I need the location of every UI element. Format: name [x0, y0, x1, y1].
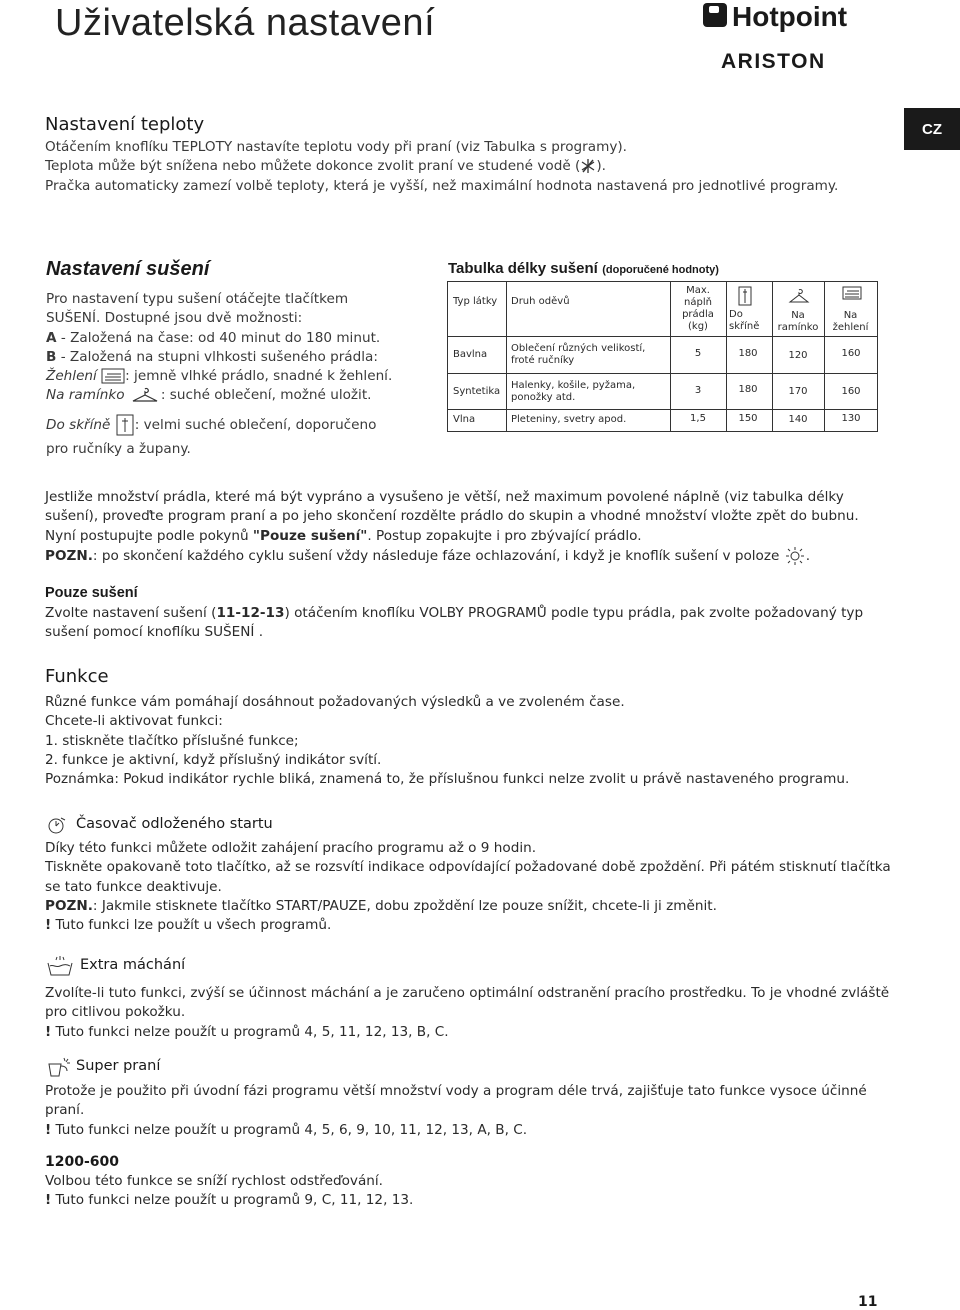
row-clothes: Halenky, košile, pyžama, ponožky atd.	[511, 380, 636, 403]
functions-line-5: Poznámka: Pokud indikátor rychle bliká, znamená to, že příslušnou funkci nelze zvolit u právě nastaveného programu.	[45, 771, 850, 788]
temperature-text	[45, 138, 838, 196]
row-type: Syntetika	[453, 386, 501, 397]
temperature-line-1: Otáčením knoflíku TEPLOTY nastavíte teplotu vody při praní (viz Tabulka s programy).	[45, 139, 628, 155]
drying-line-8: pro ručníky a župany.	[46, 440, 191, 457]
delay-heading: Časovač odloženého startu	[76, 816, 273, 832]
extra-rinse-icon	[46, 955, 74, 977]
delay-line-5: ! Tuto funkci lze použít u všech programů.	[45, 917, 332, 934]
extra-rinse-text	[45, 984, 925, 1042]
drying-line-5: Žehlení : jemně vlhké prádlo, snadné k žehlení.	[46, 368, 393, 385]
overload-paragraph	[45, 488, 925, 566]
overload-line-3: Nyní postupujte podle pokynů "Pouze sušení". Postup zopakujte i pro zbývající prádlo.	[45, 527, 642, 544]
row-iron: 130	[841, 413, 861, 424]
delay-line-3: se tato funkce deaktivuje.	[45, 878, 222, 895]
row-type: Vlna	[453, 414, 476, 425]
cold-water-icon	[580, 158, 596, 174]
drying-text	[46, 290, 436, 459]
row-cupboard: 180	[738, 348, 758, 359]
header-cupboard: Do skříně	[729, 309, 760, 332]
drying-line-3: A - Založená na čase: od 40 minut do 180 minut.	[46, 329, 381, 346]
functions-line-4: 2. funkce je aktivní, když příslušný indikátor svítí.	[45, 751, 382, 768]
cupboard-icon	[738, 286, 752, 306]
row-clothes: Oblečení různých velikostí, froté ručníky	[511, 343, 646, 366]
drying-heading: Nastavení sušení	[46, 258, 210, 280]
header-max-load: Max. náplň prádla (kg)	[682, 285, 714, 332]
only-dry-heading: Pouze sušení	[45, 585, 138, 601]
drying-table	[447, 281, 878, 432]
overload-line-1: Jestliže množství prádla, které má být vypráno a vysušeno je větší, než maximum povolené náplně (viz tabulka délky	[45, 489, 844, 505]
delay-timer-icon	[46, 815, 68, 835]
super-wash-line-1: Protože je použito při úvodní fázi programu větší množství vody a program déle trvá, zajišťuje tato funkce vysoce účinné	[45, 1083, 867, 1099]
super-wash-line-3: ! Tuto funkci nelze použít u programů 4, 5, 6, 9, 10, 11, 12, 13, A, B, C.	[45, 1121, 528, 1138]
cupboard-dry-icon	[115, 414, 135, 436]
hanger-dry-icon	[129, 386, 161, 404]
spin-heading: 1200-600	[45, 1154, 119, 1170]
only-dry-text	[45, 604, 925, 643]
row-max: 1,5	[690, 413, 706, 424]
extra-rinse-line-3: ! Tuto funkci nelze použít u programů 4, 5, 11, 12, 13, B, C.	[45, 1023, 449, 1040]
row-max: 3	[694, 385, 702, 396]
row-iron: 160	[841, 348, 861, 359]
header-hanger: Na ramínko	[777, 310, 819, 333]
super-wash-line-2: praní.	[45, 1102, 85, 1119]
row-hanger: 140	[788, 414, 808, 425]
temperature-line-3: Pračka automaticky zamezí volbě teploty, která je vyšší, než maximální hodnota nastavená pro jednotlivé programy.	[45, 177, 839, 194]
brand-name: Hotpoint	[732, 2, 848, 32]
functions-heading: Funkce	[45, 666, 109, 687]
header-clothes: Druh oděvů	[511, 296, 570, 307]
functions-text	[45, 693, 925, 789]
spin-line-1: Volbou této funkce se sníží rychlost odstřeďování.	[45, 1173, 383, 1189]
only-dry-line-1: Zvolte nastavení sušení (11-12-13) otáčením knoflíku VOLBY PROGRAMŮ podle typu prádla, pak zvolte požadovaný typ	[45, 605, 864, 621]
brand-sub: ARISTON	[721, 50, 826, 73]
header-iron: Na žehlení	[832, 310, 869, 333]
page-number: 11	[858, 1294, 878, 1310]
delay-line-4: POZN.: Jakmile stisknete tlačítko START/PAUZE, dobu zpoždění lze pouze snížit, chcete-li ji změnit.	[45, 897, 717, 914]
header-type: Typ látky	[453, 296, 498, 307]
drying-line-1: Pro nastavení typu sušení otáčejte tlačítkem	[46, 291, 349, 307]
drying-line-4: B - Založená na stupni vlhkosti sušeného prádla:	[46, 348, 378, 365]
row-max: 5	[694, 348, 702, 359]
extra-rinse-line-2: pro citlivou pokožku.	[45, 1004, 186, 1021]
iron-icon	[842, 286, 862, 300]
row-cupboard: 150	[738, 413, 758, 424]
row-hanger: 120	[788, 350, 808, 361]
only-dry-line-2: sušení pomocí knoflíku SUŠENÍ .	[45, 624, 264, 641]
overload-line-2: sušení), proveďte program praní a po jeho skončení rozdělte prádlo do skupin a vhodné množství vložte zpět do bubnu.	[45, 508, 859, 525]
extra-rinse-heading: Extra máchání	[80, 957, 186, 973]
cooling-sun-icon	[784, 546, 806, 566]
delay-text	[45, 839, 925, 935]
drying-line-6: Na ramínko : suché oblečení, možné uložit.	[46, 387, 372, 404]
drying-line-2: SUŠENÍ. Dostupné jsou dvě možnosti:	[46, 310, 303, 327]
iron-dry-icon	[101, 368, 125, 384]
super-wash-icon	[46, 1056, 72, 1078]
super-wash-heading: Super praní	[76, 1058, 161, 1074]
drying-line-7: Do skříně : velmi suché oblečení, doporučeno	[46, 414, 436, 436]
overload-line-4: POZN.: po skončení každého cyklu sušení vždy následuje fáze ochlazování, i když je knoflík sušení v poloze .	[45, 547, 811, 564]
row-iron: 160	[841, 386, 861, 397]
spin-line-2: ! Tuto funkci nelze použít u programů 9, C, 11, 12, 13.	[45, 1192, 414, 1209]
table-title: Tabulka délky sušení (doporučené hodnoty)	[448, 260, 719, 277]
functions-line-1: Různé funkce vám pomáhají dosáhnout požadovaných výsledků a ve zvoleném čase.	[45, 694, 625, 710]
functions-line-3: 1. stiskněte tlačítko příslušné funkce;	[45, 732, 299, 749]
row-cupboard: 180	[738, 384, 758, 395]
functions-line-2: Chcete-li aktivovat funkci:	[45, 713, 223, 730]
row-type: Bavlna	[453, 349, 488, 360]
super-wash-text	[45, 1082, 925, 1140]
temperature-heading: Nastavení teploty	[45, 114, 205, 135]
extra-rinse-line-1: Zvolíte-li tuto funkci, zvýší se účinnost máchání a je zaručeno optimální odstranění pracího prostředku. To je vhodné zvláště	[45, 985, 890, 1001]
temperature-line-2: Teplota může být snížena nebo můžete dokonce zvolit praní ve studené vodě ( ).	[45, 158, 606, 175]
delay-line-1: Díky této funkci můžete odložit zahájení pracího programu až o 9 hodin.	[45, 840, 537, 856]
spin-text	[45, 1172, 925, 1211]
row-clothes: Pleteniny, svetry apod.	[511, 414, 627, 425]
page-title: Uživatelská nastavení	[55, 2, 436, 44]
row-hanger: 170	[788, 386, 808, 397]
hanger-icon	[788, 288, 810, 304]
language-tab: CZ	[904, 108, 960, 150]
delay-line-2: Tiskněte opakovaně toto tlačítko, až se rozsvítí indikace odpovídající požadované době zpoždění. Při pátém stisknutí tlačítka	[45, 859, 891, 876]
hotpoint-ariston-logo	[703, 2, 883, 74]
